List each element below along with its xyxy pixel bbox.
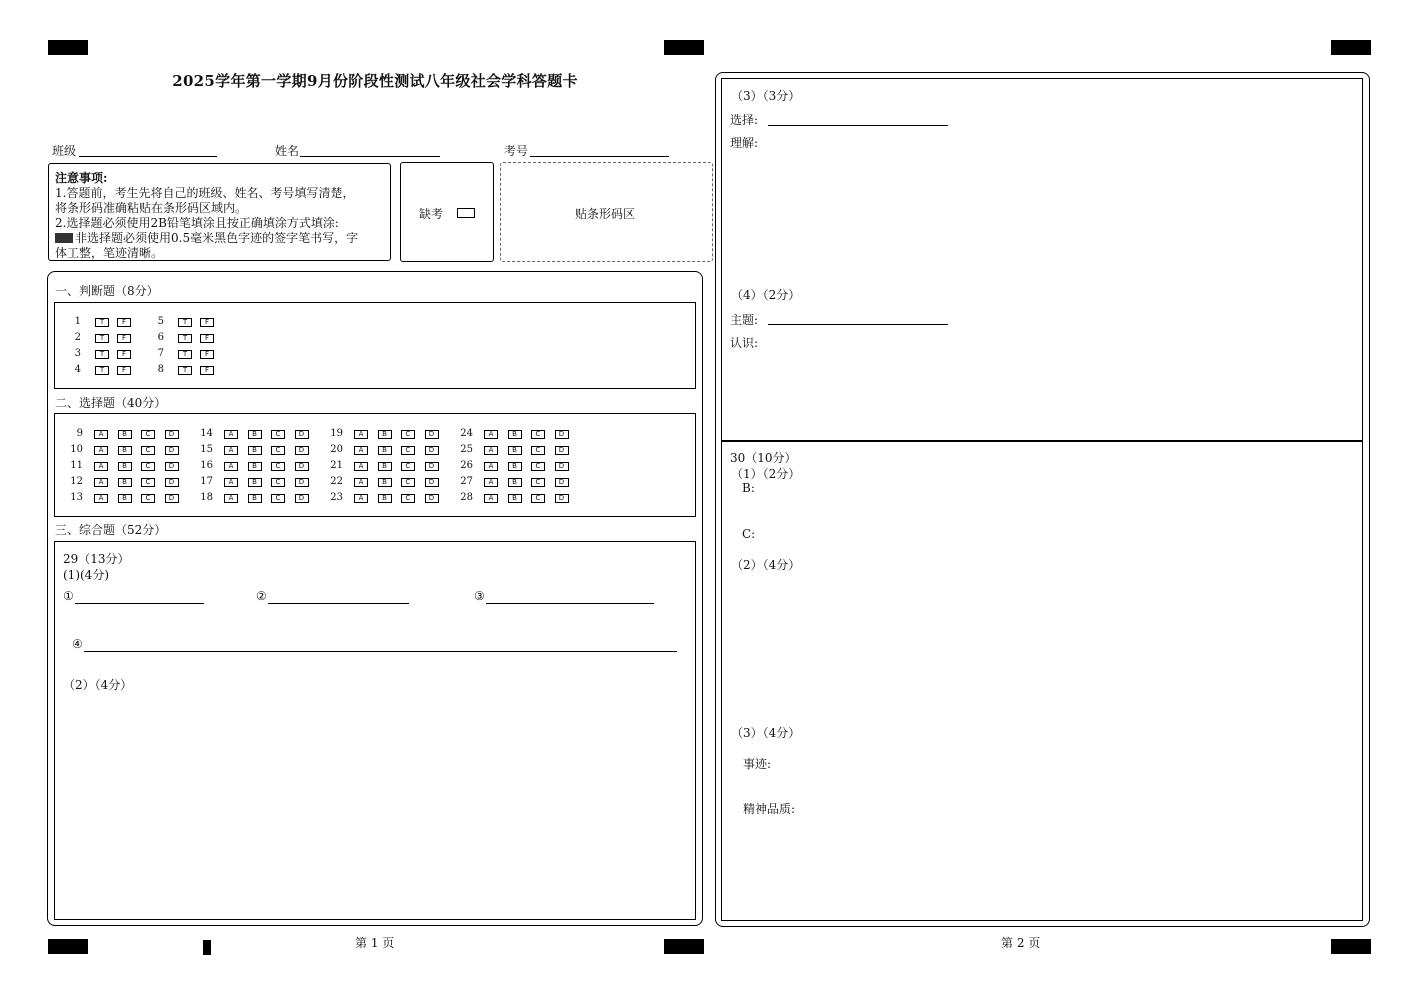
option-bubble-b[interactable]: B xyxy=(118,446,132,455)
absent-checkbox[interactable] xyxy=(457,208,475,218)
option-bubble-d[interactable]: D xyxy=(425,478,439,487)
absent-label: 缺考 xyxy=(419,207,444,221)
option-bubble-d[interactable]: D xyxy=(165,430,179,439)
question-number: 14 xyxy=(200,428,213,439)
q4-view-label: 认识: xyxy=(730,336,759,350)
q30-3-deeds-label: 事迹: xyxy=(743,757,772,771)
q30-3-spirit-label: 精神品质: xyxy=(743,802,796,816)
question-number: 26 xyxy=(460,460,473,471)
page-number-1: 第 1 页 xyxy=(355,936,395,950)
option-bubble-a[interactable]: A xyxy=(224,446,238,455)
option-bubble-a[interactable]: A xyxy=(94,446,108,455)
option-bubble-b[interactable]: B xyxy=(248,462,262,471)
option-bubble-b[interactable]: B xyxy=(508,446,522,455)
timing-marker xyxy=(203,940,211,955)
option-bubble-d[interactable]: D xyxy=(425,462,439,471)
option-bubble-a[interactable]: A xyxy=(484,430,498,439)
q4-theme-label: 主题: xyxy=(730,313,759,327)
option-bubble-f[interactable]: F xyxy=(200,350,214,359)
class-field[interactable] xyxy=(79,156,217,157)
option-bubble-c[interactable]: C xyxy=(141,446,155,455)
option-bubble-a[interactable]: A xyxy=(354,446,368,455)
option-bubble-a[interactable]: A xyxy=(224,494,238,503)
option-bubble-a[interactable]: A xyxy=(354,478,368,487)
option-bubble-b[interactable]: B xyxy=(508,462,522,471)
q30-3-label: （3）（4分） xyxy=(731,726,801,740)
option-bubble-c[interactable]: C xyxy=(271,446,285,455)
option-bubble-d[interactable]: D xyxy=(165,478,179,487)
page2-divider xyxy=(721,440,1363,442)
option-bubble-c[interactable]: C xyxy=(141,494,155,503)
option-bubble-d[interactable]: D xyxy=(425,446,439,455)
option-bubble-d[interactable]: D xyxy=(295,430,309,439)
option-bubble-c[interactable]: C xyxy=(531,446,545,455)
question-number: 21 xyxy=(330,460,343,471)
corner-marker xyxy=(1331,40,1371,55)
blank-4-line[interactable] xyxy=(84,651,677,652)
option-bubble-b[interactable]: B xyxy=(118,478,132,487)
page2-inner-frame xyxy=(721,78,1363,921)
option-bubble-a[interactable]: A xyxy=(354,430,368,439)
notice-line: 1.答题前，考生先将自己的班级、姓名、考号填写清楚， xyxy=(55,186,355,200)
q3-choice-label: 选择: xyxy=(730,113,759,127)
notice-heading: 注意事项: xyxy=(55,171,108,185)
question-number: 1 xyxy=(74,316,81,327)
option-bubble-a[interactable]: A xyxy=(484,478,498,487)
option-bubble-f[interactable]: F xyxy=(200,334,214,343)
option-bubble-c[interactable]: C xyxy=(531,494,545,503)
question-number: 8 xyxy=(157,364,164,375)
option-bubble-d[interactable]: D xyxy=(425,494,439,503)
option-bubble-b[interactable]: B xyxy=(248,446,262,455)
corner-marker xyxy=(664,40,704,55)
option-bubble-d[interactable]: D xyxy=(425,430,439,439)
question-number: 25 xyxy=(460,444,473,455)
q4-label: （4）（2分） xyxy=(731,288,801,302)
question-number: 9 xyxy=(76,428,83,439)
question-number: 4 xyxy=(74,364,81,375)
q29-2-label: （2）（4分） xyxy=(63,678,133,692)
option-bubble-t[interactable]: T xyxy=(95,318,109,327)
corner-marker xyxy=(664,939,704,954)
q29-1-label: (1)(4分) xyxy=(63,568,109,582)
name-label: 姓名 xyxy=(275,144,300,158)
notice-line: 体工整，笔迹清晰。 xyxy=(55,246,164,260)
option-bubble-f[interactable]: F xyxy=(117,350,131,359)
section1-title: 一、判断题（8分） xyxy=(55,284,159,298)
option-bubble-b[interactable]: B xyxy=(378,478,392,487)
corner-marker xyxy=(48,939,88,954)
option-bubble-a[interactable]: A xyxy=(94,462,108,471)
name-field[interactable] xyxy=(300,156,440,157)
corner-marker xyxy=(1331,939,1371,954)
option-bubble-d[interactable]: D xyxy=(555,446,569,455)
blank-3-line[interactable] xyxy=(486,603,654,604)
option-bubble-d[interactable]: D xyxy=(295,446,309,455)
option-bubble-f[interactable]: F xyxy=(117,318,131,327)
option-bubble-b[interactable]: B xyxy=(118,494,132,503)
option-bubble-a[interactable]: A xyxy=(484,462,498,471)
option-bubble-c[interactable]: C xyxy=(271,494,285,503)
question-number: 17 xyxy=(200,476,213,487)
option-bubble-t[interactable]: T xyxy=(178,366,192,375)
option-bubble-c[interactable]: C xyxy=(401,462,415,471)
option-bubble-b[interactable]: B xyxy=(118,430,132,439)
option-bubble-d[interactable]: D xyxy=(555,430,569,439)
q29-label: 29（13分） xyxy=(63,552,130,566)
q4-theme-line[interactable] xyxy=(768,324,948,325)
question-number: 22 xyxy=(330,476,343,487)
section2-title: 二、选择题（40分） xyxy=(55,396,167,410)
option-bubble-b[interactable]: B xyxy=(118,462,132,471)
section3-title: 三、综合题（52分） xyxy=(55,523,167,537)
question-number: 11 xyxy=(70,460,83,471)
option-bubble-b[interactable]: B xyxy=(248,430,262,439)
option-bubble-a[interactable]: A xyxy=(224,430,238,439)
option-bubble-b[interactable]: B xyxy=(378,494,392,503)
option-bubble-t[interactable]: T xyxy=(95,334,109,343)
notice-line: 将条形码准确粘贴在条形码区域内。 xyxy=(55,201,248,215)
option-bubble-c[interactable]: C xyxy=(531,462,545,471)
option-bubble-b[interactable]: B xyxy=(378,462,392,471)
question-number: 19 xyxy=(330,428,343,439)
question-number: 28 xyxy=(460,492,473,503)
option-bubble-f[interactable]: F xyxy=(117,366,131,375)
option-bubble-b[interactable]: B xyxy=(508,494,522,503)
option-bubble-c[interactable]: C xyxy=(401,478,415,487)
page-number-2: 第 2 页 xyxy=(1001,936,1041,950)
blank-1-label: ① xyxy=(63,589,74,603)
option-bubble-t[interactable]: T xyxy=(95,366,109,375)
question-number: 16 xyxy=(200,460,213,471)
question-number: 2 xyxy=(74,332,81,343)
option-bubble-t[interactable]: T xyxy=(178,334,192,343)
barcode-area xyxy=(500,162,713,262)
option-bubble-d[interactable]: D xyxy=(555,462,569,471)
blank-2-line[interactable] xyxy=(268,603,409,604)
option-bubble-a[interactable]: A xyxy=(224,462,238,471)
question-number: 12 xyxy=(70,476,83,487)
q3-label: （3）（3分） xyxy=(731,89,801,103)
page-title: 2025学年第一学期9月份阶段性测试八年级社会学科答题卡 xyxy=(172,72,578,90)
option-bubble-a[interactable]: A xyxy=(224,478,238,487)
question-number: 7 xyxy=(157,348,164,359)
option-bubble-a[interactable]: A xyxy=(484,494,498,503)
option-bubble-c[interactable]: C xyxy=(271,430,285,439)
class-label: 班级 xyxy=(52,144,77,158)
option-bubble-t[interactable]: T xyxy=(95,350,109,359)
option-bubble-a[interactable]: A xyxy=(94,478,108,487)
barcode-label: 贴条形码区 xyxy=(575,207,636,221)
option-bubble-a[interactable]: A xyxy=(94,430,108,439)
notice-box xyxy=(48,163,391,261)
option-bubble-a[interactable]: A xyxy=(94,494,108,503)
option-bubble-a[interactable]: A xyxy=(484,446,498,455)
option-bubble-c[interactable]: C xyxy=(141,478,155,487)
option-bubble-c[interactable]: C xyxy=(141,430,155,439)
question-number: 13 xyxy=(70,492,83,503)
option-bubble-d[interactable]: D xyxy=(295,462,309,471)
option-bubble-c[interactable]: C xyxy=(401,494,415,503)
question-number: 15 xyxy=(200,444,213,455)
option-bubble-c[interactable]: C xyxy=(401,446,415,455)
blank-2-label: ② xyxy=(256,589,267,603)
question-number: 5 xyxy=(157,316,164,327)
q30-label: 30（10分） xyxy=(730,451,797,465)
option-bubble-f[interactable]: F xyxy=(117,334,131,343)
question-number: 23 xyxy=(330,492,343,503)
blank-3-label: ③ xyxy=(474,589,485,603)
corner-marker xyxy=(48,40,88,55)
absent-box xyxy=(400,162,494,262)
option-bubble-d[interactable]: D xyxy=(165,462,179,471)
q3-understand-label: 理解: xyxy=(730,136,759,150)
exam-id-label: 考号 xyxy=(504,144,529,158)
option-bubble-b[interactable]: B xyxy=(378,446,392,455)
question-number: 6 xyxy=(157,332,164,343)
blank-4-label: ④ xyxy=(72,637,83,651)
question-number: 24 xyxy=(460,428,473,439)
option-bubble-b[interactable]: B xyxy=(508,430,522,439)
option-bubble-d[interactable]: D xyxy=(555,478,569,487)
option-bubble-b[interactable]: B xyxy=(248,478,262,487)
option-bubble-d[interactable]: D xyxy=(555,494,569,503)
option-bubble-d[interactable]: D xyxy=(295,478,309,487)
q3-choice-line[interactable] xyxy=(768,125,948,126)
question-number: 27 xyxy=(460,476,473,487)
question-number: 3 xyxy=(74,348,81,359)
notice-line: 2.选择题必须使用2B铅笔填涂且按正确填涂方式填涂: xyxy=(55,216,339,230)
option-bubble-a[interactable]: A xyxy=(354,462,368,471)
option-bubble-a[interactable]: A xyxy=(354,494,368,503)
option-bubble-d[interactable]: D xyxy=(295,494,309,503)
option-bubble-d[interactable]: D xyxy=(165,494,179,503)
q30-1-label: （1）（2分） xyxy=(731,467,801,481)
option-bubble-d[interactable]: D xyxy=(165,446,179,455)
option-bubble-c[interactable]: C xyxy=(401,430,415,439)
question-number: 18 xyxy=(200,492,213,503)
option-bubble-f[interactable]: F xyxy=(200,366,214,375)
q30-1-c-label: C: xyxy=(742,527,756,541)
filled-sample-mark xyxy=(55,233,73,243)
q30-2-label: （2）（4分） xyxy=(731,558,801,572)
option-bubble-t[interactable]: T xyxy=(178,350,192,359)
notice-line: 非选择题必须使用0.5毫米黑色字迹的签字笔书写，字 xyxy=(75,231,359,245)
blank-1-line[interactable] xyxy=(75,603,204,604)
option-bubble-f[interactable]: F xyxy=(200,318,214,327)
question-number: 20 xyxy=(330,444,343,455)
question-number: 10 xyxy=(70,444,83,455)
option-bubble-t[interactable]: T xyxy=(178,318,192,327)
option-bubble-b[interactable]: B xyxy=(378,430,392,439)
comprehensive-block xyxy=(54,541,696,920)
option-bubble-b[interactable]: B xyxy=(508,478,522,487)
option-bubble-c[interactable]: C xyxy=(141,462,155,471)
option-bubble-c[interactable]: C xyxy=(531,430,545,439)
q30-1-b-label: B: xyxy=(742,481,755,495)
option-bubble-b[interactable]: B xyxy=(248,494,262,503)
exam-id-field[interactable] xyxy=(530,156,669,157)
option-bubble-c[interactable]: C xyxy=(271,462,285,471)
option-bubble-c[interactable]: C xyxy=(531,478,545,487)
option-bubble-c[interactable]: C xyxy=(271,478,285,487)
